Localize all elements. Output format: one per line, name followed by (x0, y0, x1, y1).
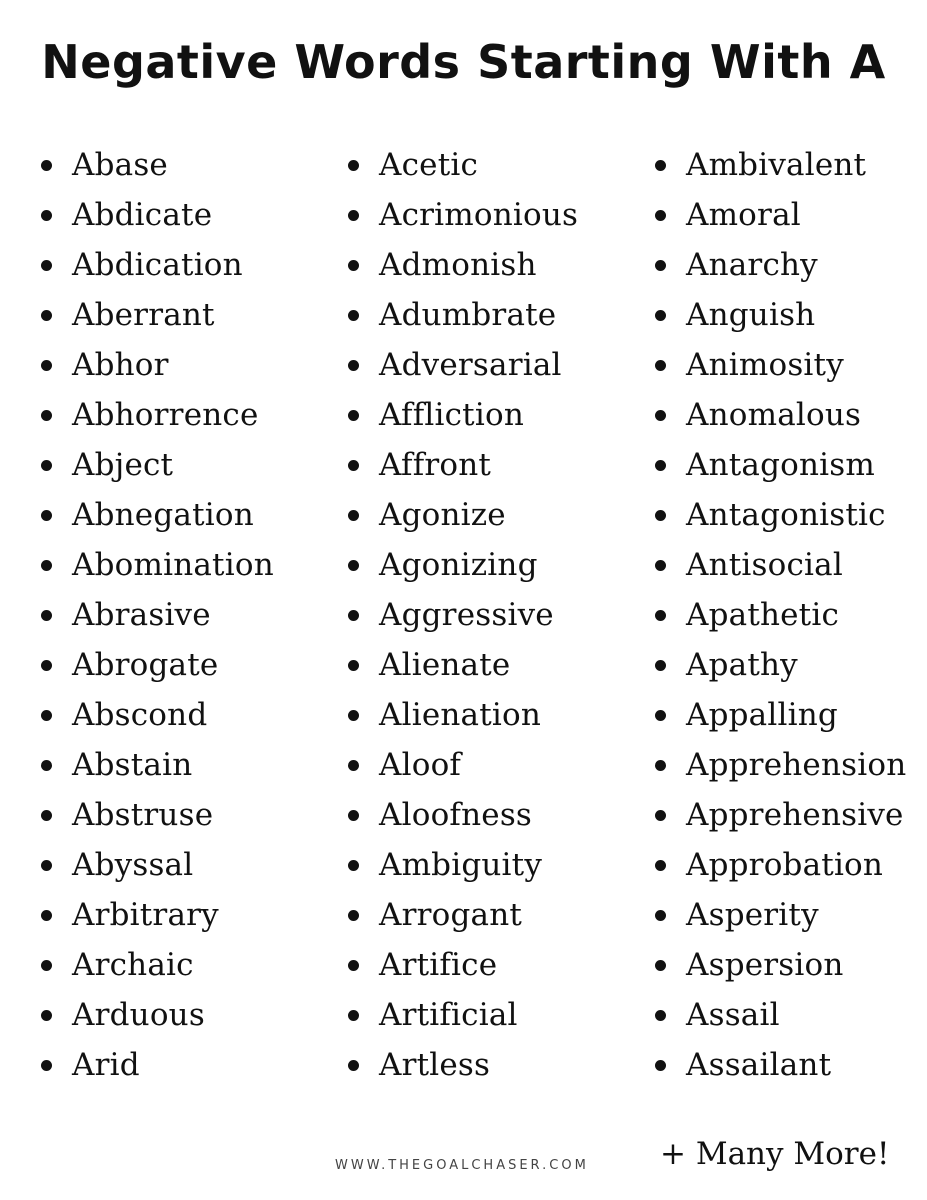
word-text: Abrasive (72, 597, 211, 633)
bullet-icon (655, 910, 666, 921)
list-item (38, 540, 274, 590)
list-item (38, 290, 274, 340)
word-text: Apathetic (686, 597, 840, 633)
bullet-icon (41, 210, 52, 221)
bullet-icon (41, 610, 52, 621)
word-text: Ambivalent (686, 147, 867, 183)
list-item (652, 340, 906, 390)
bullet-icon (348, 260, 359, 271)
list-item (345, 190, 578, 240)
page-title: Negative Words Starting With A (41, 35, 886, 89)
word-text: Anomalous (686, 397, 862, 433)
bullet-icon (348, 160, 359, 171)
bullet-icon (348, 610, 359, 621)
list-item (345, 290, 578, 340)
word-text: Abstain (72, 747, 193, 783)
bullet-icon (41, 160, 52, 171)
bullet-icon (41, 560, 52, 571)
word-column-1 (38, 140, 274, 1090)
word-text: Approbation (686, 847, 884, 883)
word-text: Aloof (379, 747, 462, 783)
word-text: Antagonism (686, 447, 875, 483)
list-item (652, 490, 906, 540)
bullet-icon (41, 960, 52, 971)
bullet-icon (655, 810, 666, 821)
word-text: Antagonistic (686, 497, 886, 533)
list-item (652, 740, 906, 790)
bullet-icon (348, 560, 359, 571)
bullet-icon (655, 310, 666, 321)
word-text: Amoral (686, 197, 801, 233)
list-item (38, 640, 274, 690)
bullet-icon (41, 910, 52, 921)
list-item (652, 640, 906, 690)
word-text: Artless (379, 1047, 491, 1083)
website-credit: WWW.THEGOALCHASER.COM (335, 1158, 589, 1173)
word-text: Archaic (72, 947, 194, 983)
bullet-icon (41, 660, 52, 671)
bullet-icon (348, 760, 359, 771)
bullet-icon (41, 1010, 52, 1021)
list-item (38, 990, 274, 1040)
word-text: Apprehensive (686, 797, 904, 833)
word-column-3 (652, 140, 906, 1090)
bullet-icon (655, 210, 666, 221)
word-text: Antisocial (686, 547, 843, 583)
list-item (38, 1040, 274, 1090)
list-item (652, 890, 906, 940)
list-item (652, 840, 906, 890)
bullet-icon (655, 160, 666, 171)
bullet-icon (41, 260, 52, 271)
word-text: Abhorrence (72, 397, 259, 433)
list-item (38, 940, 274, 990)
list-item (38, 140, 274, 190)
list-item (38, 890, 274, 940)
word-text: Abyssal (72, 847, 194, 883)
word-text: Adversarial (379, 347, 562, 383)
bullet-icon (655, 960, 666, 971)
word-text: Arduous (72, 997, 205, 1033)
list-item (345, 990, 578, 1040)
list-item (652, 1040, 906, 1090)
word-text: Appalling (686, 697, 838, 733)
list-item (652, 690, 906, 740)
list-item (652, 390, 906, 440)
bullet-icon (655, 560, 666, 571)
bullet-icon (348, 410, 359, 421)
list-item (345, 890, 578, 940)
bullet-icon (348, 910, 359, 921)
list-item (345, 490, 578, 540)
word-text: Admonish (379, 247, 537, 283)
word-text: Apprehension (686, 747, 907, 783)
word-text: Abdicate (72, 197, 213, 233)
word-text: Apathy (686, 647, 798, 683)
list-item (652, 440, 906, 490)
word-text: Affliction (379, 397, 524, 433)
list-item (345, 140, 578, 190)
bullet-icon (41, 760, 52, 771)
list-item (345, 390, 578, 440)
bullet-icon (655, 710, 666, 721)
bullet-icon (655, 760, 666, 771)
bullet-icon (41, 810, 52, 821)
list-item (38, 790, 274, 840)
bullet-icon (655, 1010, 666, 1021)
word-text: Affront (379, 447, 492, 483)
list-item (652, 290, 906, 340)
list-item (38, 740, 274, 790)
word-text: Abnegation (72, 497, 254, 533)
list-item (38, 690, 274, 740)
list-item (345, 790, 578, 840)
list-item (652, 990, 906, 1040)
word-text: Acrimonious (379, 197, 579, 233)
list-item (38, 340, 274, 390)
word-text: Aberrant (72, 297, 215, 333)
list-item (345, 640, 578, 690)
word-text: Abstruse (72, 797, 214, 833)
word-column-2 (345, 140, 578, 1090)
list-item (652, 190, 906, 240)
bullet-icon (348, 810, 359, 821)
list-item (652, 140, 906, 190)
list-item (345, 1040, 578, 1090)
word-text: Aggressive (379, 597, 554, 633)
list-item (345, 440, 578, 490)
bullet-icon (655, 610, 666, 621)
word-text: Animosity (686, 347, 844, 383)
bullet-icon (348, 660, 359, 671)
bullet-icon (41, 710, 52, 721)
word-text: Alienation (379, 697, 542, 733)
word-text: Assailant (686, 1047, 832, 1083)
bullet-icon (348, 960, 359, 971)
list-item (38, 190, 274, 240)
bullet-icon (41, 310, 52, 321)
list-item (38, 390, 274, 440)
list-item (345, 340, 578, 390)
bullet-icon (41, 860, 52, 871)
bullet-icon (41, 360, 52, 371)
bullet-icon (348, 360, 359, 371)
list-item (38, 590, 274, 640)
bullet-icon (348, 1060, 359, 1071)
word-text: Arrogant (379, 897, 523, 933)
word-text: Abhor (72, 347, 169, 383)
bullet-icon (41, 1060, 52, 1071)
word-text: Aloofness (379, 797, 533, 833)
bullet-icon (348, 1010, 359, 1021)
bullet-icon (348, 710, 359, 721)
bullet-icon (41, 410, 52, 421)
bullet-icon (348, 310, 359, 321)
bullet-icon (655, 460, 666, 471)
word-text: Abrogate (72, 647, 219, 683)
word-text: Abdication (72, 247, 243, 283)
word-text: Abase (72, 147, 168, 183)
bullet-icon (655, 860, 666, 871)
word-text: Ambiguity (379, 847, 543, 883)
word-text: Adumbrate (379, 297, 557, 333)
list-item (38, 240, 274, 290)
list-item (345, 540, 578, 590)
word-text: Abject (72, 447, 174, 483)
word-text: Alienate (379, 647, 511, 683)
word-text: Arbitrary (72, 897, 219, 933)
bullet-icon (655, 1060, 666, 1071)
many-more-note: + Many More! (660, 1136, 890, 1172)
word-text: Asperity (686, 897, 819, 933)
list-item (652, 240, 906, 290)
bullet-icon (655, 410, 666, 421)
list-item (652, 590, 906, 640)
list-item (345, 690, 578, 740)
bullet-icon (348, 460, 359, 471)
bullet-icon (41, 510, 52, 521)
bullet-icon (655, 660, 666, 671)
list-item (345, 840, 578, 890)
word-text: Artificial (379, 997, 518, 1033)
word-text: Abscond (72, 697, 208, 733)
bullet-icon (655, 360, 666, 371)
bullet-icon (655, 260, 666, 271)
word-text: Agonizing (379, 547, 538, 583)
bullet-icon (348, 860, 359, 871)
word-text: Anguish (686, 297, 816, 333)
list-item (345, 740, 578, 790)
word-text: Agonize (379, 497, 506, 533)
word-text: Assail (686, 997, 780, 1033)
bullet-icon (655, 510, 666, 521)
list-item (652, 790, 906, 840)
word-text: Aspersion (686, 947, 844, 983)
bullet-icon (41, 460, 52, 471)
list-item (345, 240, 578, 290)
bullet-icon (348, 510, 359, 521)
list-item (38, 440, 274, 490)
list-item (38, 490, 274, 540)
word-text: Artifice (379, 947, 498, 983)
list-item (38, 840, 274, 890)
list-item (652, 540, 906, 590)
word-text: Anarchy (686, 247, 818, 283)
bullet-icon (348, 210, 359, 221)
list-item (345, 590, 578, 640)
list-item (345, 940, 578, 990)
word-text: Acetic (379, 147, 479, 183)
list-item (652, 940, 906, 990)
word-text: Abomination (72, 547, 274, 583)
word-text: Arid (72, 1047, 140, 1083)
